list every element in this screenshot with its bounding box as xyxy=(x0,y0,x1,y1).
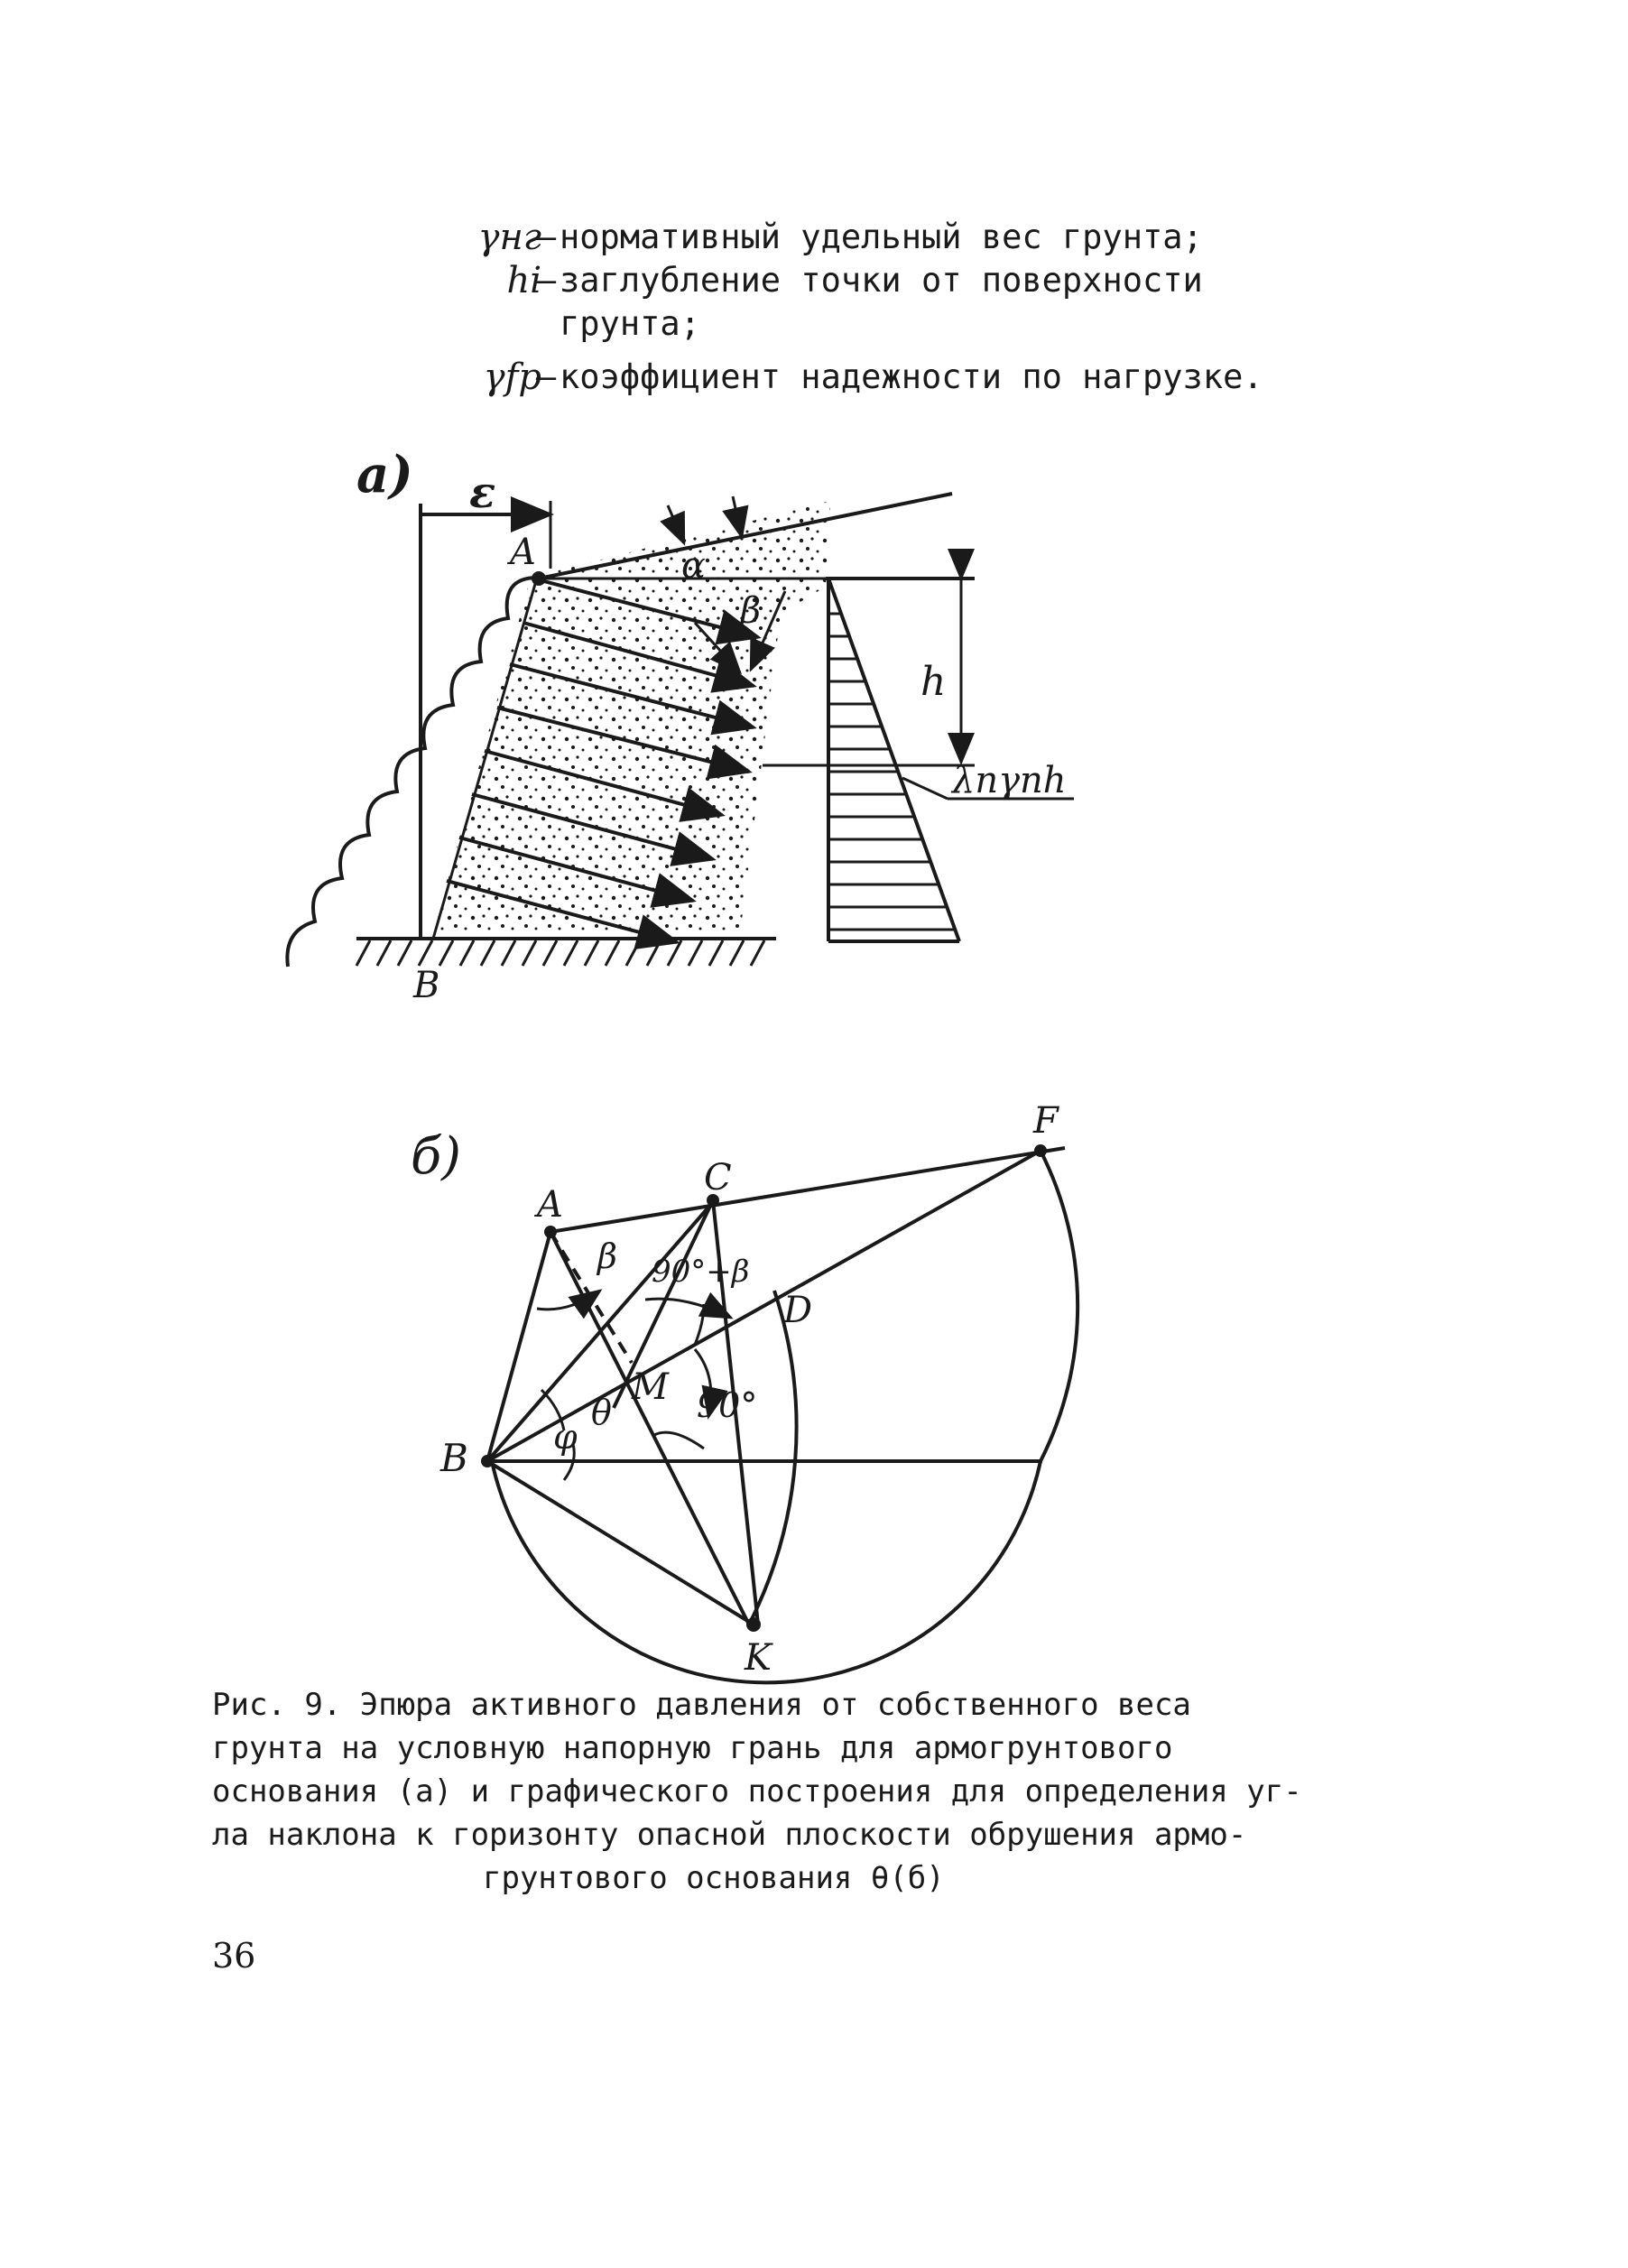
definition-dash: – xyxy=(535,261,557,300)
label-beta: β xyxy=(740,590,762,632)
definition-text: заглубление точки от поверхности xyxy=(560,261,1203,300)
label-b-d: D xyxy=(783,1290,813,1331)
label-b-c: C xyxy=(704,1157,732,1199)
label-alpha: α xyxy=(681,545,707,587)
soil-wedge xyxy=(433,501,830,934)
caption-line: грунтового основания θ(б) xyxy=(483,1860,945,1896)
right-arc xyxy=(1041,1151,1078,1461)
page-number: 36 xyxy=(212,1936,256,1976)
label-b-b: B xyxy=(440,1436,468,1480)
label-b-90: 90° xyxy=(697,1385,758,1425)
definition-symbol: γfp xyxy=(483,356,541,398)
line-ak xyxy=(550,1232,749,1625)
caption-line: основания (а) и графического построения для определения уг- xyxy=(212,1773,1302,1810)
arc-dk xyxy=(749,1291,797,1625)
label-h: h xyxy=(920,659,947,705)
caption-line: грунта на условную напорную грань для армогрунтового xyxy=(212,1730,1173,1766)
label-b-90-beta: 90°+β xyxy=(652,1254,750,1290)
definition-dash: – xyxy=(535,218,557,256)
label-b-f: F xyxy=(1033,1100,1059,1142)
figure-b xyxy=(483,1146,1078,1682)
label-epsilon: ε xyxy=(469,467,496,518)
label-point-a: A xyxy=(510,532,536,573)
definition-dash: – xyxy=(535,357,557,396)
line-bk xyxy=(487,1461,754,1625)
definition-symbol: γнг xyxy=(477,217,541,258)
label-b-m: M xyxy=(632,1366,669,1408)
definition-text: нормативный удельный вес грунта; xyxy=(560,218,1203,256)
ground-hatch xyxy=(356,940,764,966)
panel-label-b: б) xyxy=(411,1127,462,1186)
label-b-phi: φ xyxy=(553,1417,578,1457)
definition-text: грунта; xyxy=(560,304,700,343)
label-pressure: λnγnh xyxy=(952,760,1067,801)
label-point-b: B xyxy=(413,965,440,1006)
panel-label-a: а) xyxy=(356,445,413,505)
label-b-theta: θ xyxy=(591,1393,612,1432)
definition-symbol: hi xyxy=(506,260,541,301)
label-b-k: K xyxy=(745,1637,772,1679)
line-acf xyxy=(550,1148,1065,1232)
label-b-beta: β xyxy=(597,1236,617,1276)
definition-text: коэффициент надежности по нагрузке. xyxy=(560,357,1263,396)
caption-line: Рис. 9. Эпюра активного давления от собственного веса xyxy=(212,1687,1191,1723)
caption-line: ла наклона к горизонту опасной плоскости обрушения армо- xyxy=(212,1817,1247,1853)
label-b-a: A xyxy=(537,1184,563,1226)
